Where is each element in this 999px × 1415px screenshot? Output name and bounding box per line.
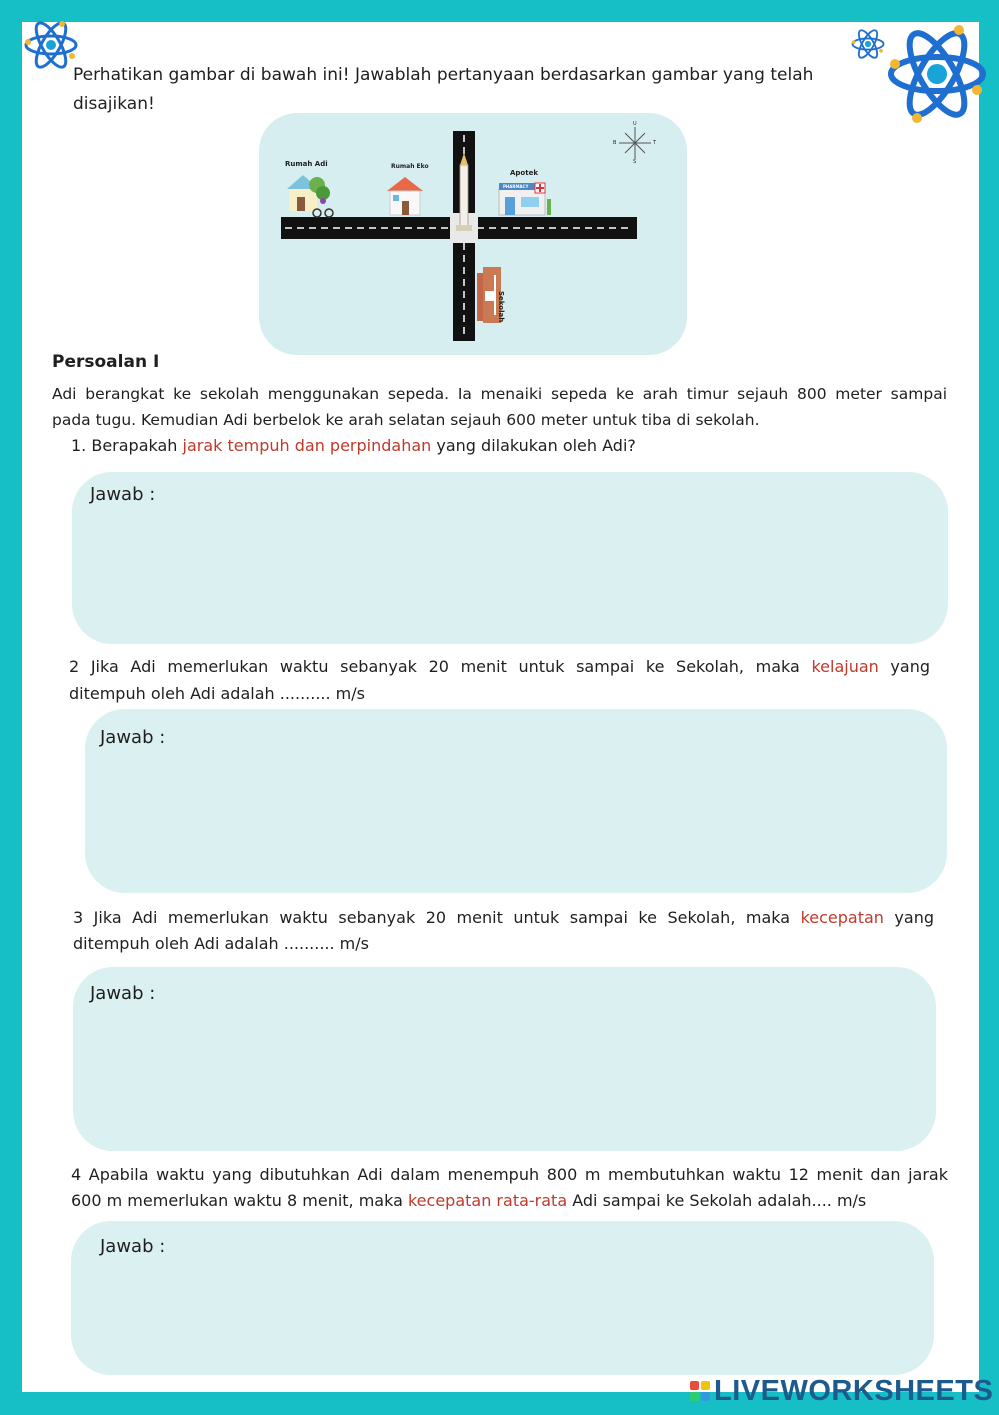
compass-west: B — [613, 140, 617, 146]
intro-line-2: disajikan! — [73, 94, 155, 114]
label-rumah-eko: Rumah Eko — [391, 163, 429, 170]
question-1: 1. Berapakah jarak tempuh dan perpindahan yang dilakukan oleh Adi? — [71, 436, 636, 455]
route-map-drawing — [259, 113, 687, 355]
logo-text: LIVEWORKSHEETS — [714, 1374, 994, 1407]
story-line-2: pada tugu. Kemudian Adi berbelok ke arah selatan sejauh 600 meter untuk tiba di sekolah. — [52, 411, 760, 429]
answer-label-1: Jawab : — [90, 484, 156, 505]
atom-icon-small-right — [850, 26, 886, 62]
question-1-highlight: jarak tempuh dan perpindahan — [182, 436, 432, 455]
compass-south: S — [633, 159, 637, 165]
liveworksheets-logo[interactable] — [690, 1374, 993, 1408]
route-map — [259, 113, 687, 355]
intro-line-1: Perhatikan gambar di bawah ini! Jawablah pertanyaan berdasarkan gambar yang telah — [73, 65, 814, 85]
answer-box-3[interactable] — [73, 967, 936, 1151]
logo-mark-icon — [690, 1381, 710, 1401]
question-3-line-2: ditempuh oleh Adi adalah .......... m/s — [73, 934, 369, 953]
question-4-highlight: kecepatan rata-rata — [407, 1191, 568, 1210]
question-4-line-2: 600 m memerlukan waktu 8 menit, maka kecepatan rata-rata Adi sampai ke Sekolah adalah.... m/s — [71, 1191, 867, 1210]
answer-label-2: Jawab : — [100, 727, 166, 748]
compass-east: T — [653, 140, 657, 146]
label-apotek: Apotek — [510, 169, 538, 177]
answer-box-2[interactable] — [85, 709, 947, 893]
answer-box-4[interactable] — [71, 1221, 934, 1375]
compass-icon — [619, 127, 651, 159]
question-2-line-2: ditempuh oleh Adi adalah .......... m/s — [69, 684, 365, 703]
compass-north: U — [633, 121, 637, 127]
answer-box-1[interactable] — [72, 472, 948, 644]
section-title: Persoalan I — [52, 352, 160, 372]
label-pharmacy-sign: PHARMACY — [503, 184, 529, 189]
question-4-line-1: 4 Apabila waktu yang dibutuhkan Adi dalam menempuh 800 m membutuhkan waktu 12 menit dan jarak — [71, 1165, 948, 1184]
story-line-1: Adi berangkat ke sekolah menggunakan sepeda. Ia menaiki sepeda ke arah timur sejauh 800 meter sampai — [52, 385, 947, 403]
house-adi-icon — [287, 175, 333, 217]
question-2-line-1: 2 Jika Adi memerlukan waktu sebanyak 20 menit untuk sampai ke Sekolah, maka kelajuan yang — [69, 657, 931, 676]
answer-label-4: Jawab : — [100, 1236, 166, 1257]
question-3-line-1: 3 Jika Adi memerlukan waktu sebanyak 20 menit untuk sampai ke Sekolah, maka kecepatan yang — [73, 908, 935, 927]
question-2-highlight: kelajuan — [811, 657, 879, 676]
atom-icon-small-left — [22, 16, 80, 74]
house-eko-icon — [387, 177, 423, 215]
question-3-highlight: kecepatan — [800, 908, 884, 927]
label-sekolah: Sekolah — [497, 291, 505, 323]
answer-label-3: Jawab : — [90, 983, 156, 1004]
label-rumah-adi: Rumah Adi — [285, 160, 328, 168]
